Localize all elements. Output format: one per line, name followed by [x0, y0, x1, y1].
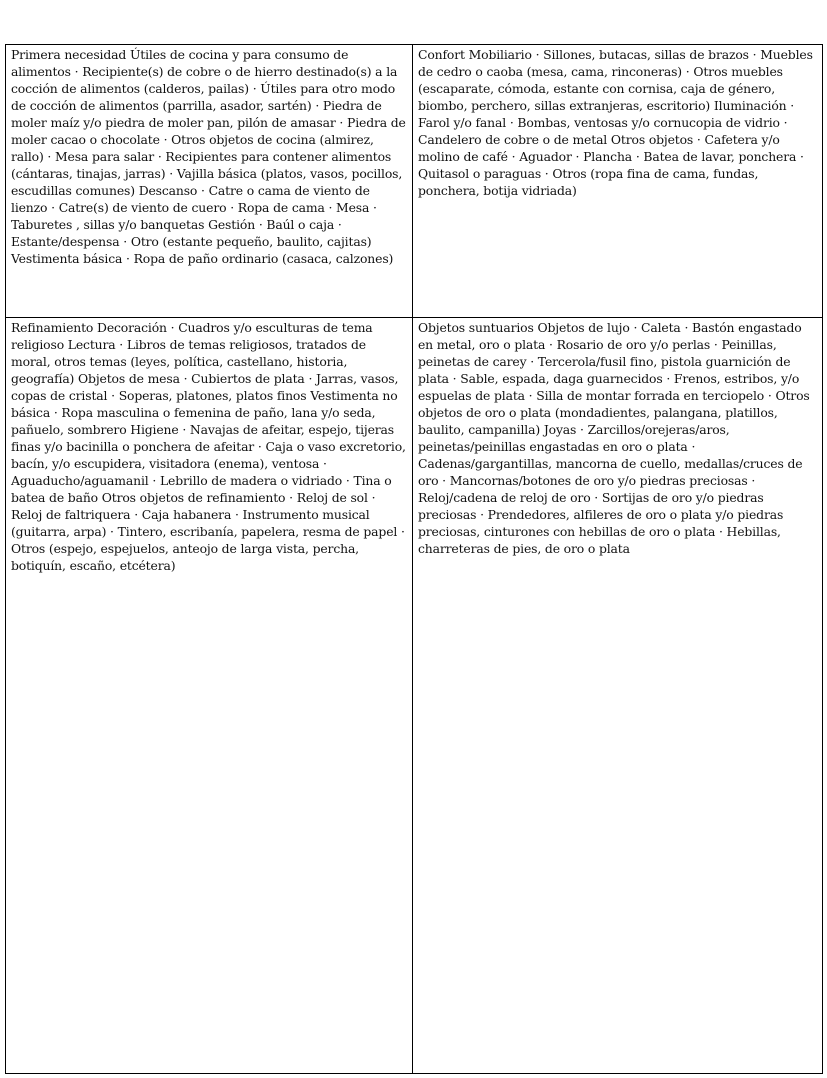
cell-text: Primera necesidad Útiles de cocina y para consumo de alimentos · Recipiente(s) de cobre o de hierro destinado(s) a la cocción de alimentos (calderos, pailas) · Útiles para otro modo de cocción de alimentos (parrilla, asador, sartén) · Piedra de moler maíz y/o piedra de moler pan, pilón de amasar · Piedra de moler cacao o chocolate · Otros objetos de cocina (almirez, rallo) · Mesa para salar · Recipientes para contener alimentos (cántaras, tinajas, jarras) · Vajilla básica (platos, vasos, pocillos, escudillas comunes) Descanso · Catre o cama de viento de lienzo · Catre(s) de viento de cuero · Ropa de cama · Mesa · Taburetes , sillas y/o banquetas Gestión · Baúl o caja · Estante/despensa · Otro (estante pequeño, baulito, cajitas) Vestimenta básica · Ropa de paño ordinario (casaca, calzones): [11, 47, 406, 266]
cell-primera-necesidad: [6, 45, 413, 318]
table-row: [6, 318, 823, 1074]
cell-text: Confort Mobiliario · Sillones, butacas, sillas de brazos · Muebles de cedro o caoba (mesa, cama, rinconeras) · Otros muebles (escaparate, cómoda, estante con cornisa, caja de género, biombo, perchero, sillas extranjeras, escritorio) Iluminación · Farol y/o fanal · Bombas, ventosas y/o cornucopia de vidrio · Candelero de cobre o de metal Otros objetos · Cafetera y/o molino de café · Aguador · Plancha · Batea de lavar, ponchera · Quitasol o paraguas · Otros (ropa fina de cama, fundas, ponchera, botija vidriada): [418, 47, 813, 198]
cell-text: Objetos suntuarios Objetos de lujo · Caleta · Bastón engastado en metal, oro o plata · Rosario de oro y/o perlas · Peinillas, peinetas de carey · Tercerola/fusil fino, pistola guarnición de plata · Sable, espada, daga guarnecidos · Frenos, estribos, y/o espuelas de plata · Silla de montar forrada en terciopelo · Otros objetos de oro o plata (mondadientes, palangana, platillos, baulito, campanilla) Joyas · Zarcillos/orejeras/aros, peinetas/peinillas engastadas en oro o plata · Cadenas/gargantillas, mancorna de cuello, medallas/cruces de oro · Mancornas/botones de oro y/o piedras preciosas · Reloj/cadena de reloj de oro · Sortijas de oro y/o piedras preciosas · Prendedores, alfileres de oro o plata y/o piedras preciosas, cinturones con hebillas de oro o plata · Hebillas, charreteras de pies, de oro o plata: [418, 320, 810, 556]
category-table: [5, 44, 823, 1074]
cell-refinamiento: [6, 318, 413, 1074]
cell-objetos-suntuarios: [413, 318, 823, 1074]
cell-confort: [413, 45, 823, 318]
table-row: [6, 45, 823, 318]
cell-text: Refinamiento Decoración · Cuadros y/o esculturas de tema religioso Lectura · Libros de temas religiosos, tratados de moral, otros temas (leyes, política, castellano, historia, geografía) Objetos de mesa · Cubiertos de plata · Jarras, vasos, copas de cristal · Soperas, platones, platos finos Vestimenta no básica · Ropa masculina o femenina de paño, lana y/o seda, pañuelo, sombrero Higiene · Navajas de afeitar, espejo, tijeras finas y/o bacinilla o ponchera de afeitar · Caja o vaso excretorio, bacín, y/o escupidera, visitadora (enema), ventosa · Aguaducho/aguamanil · Lebrillo de madera o vidriado · Tina o batea de baño Otros objetos de refinamiento · Reloj de sol · Reloj de faltriquera · Caja habanera · Instrumento musical (guitarra, arpa) · Tintero, escribanía, papelera, resma de papel · Otros (espejo, espejuelos, anteojo de larga vista, percha, botiquín, escaño, etcétera): [11, 320, 406, 573]
